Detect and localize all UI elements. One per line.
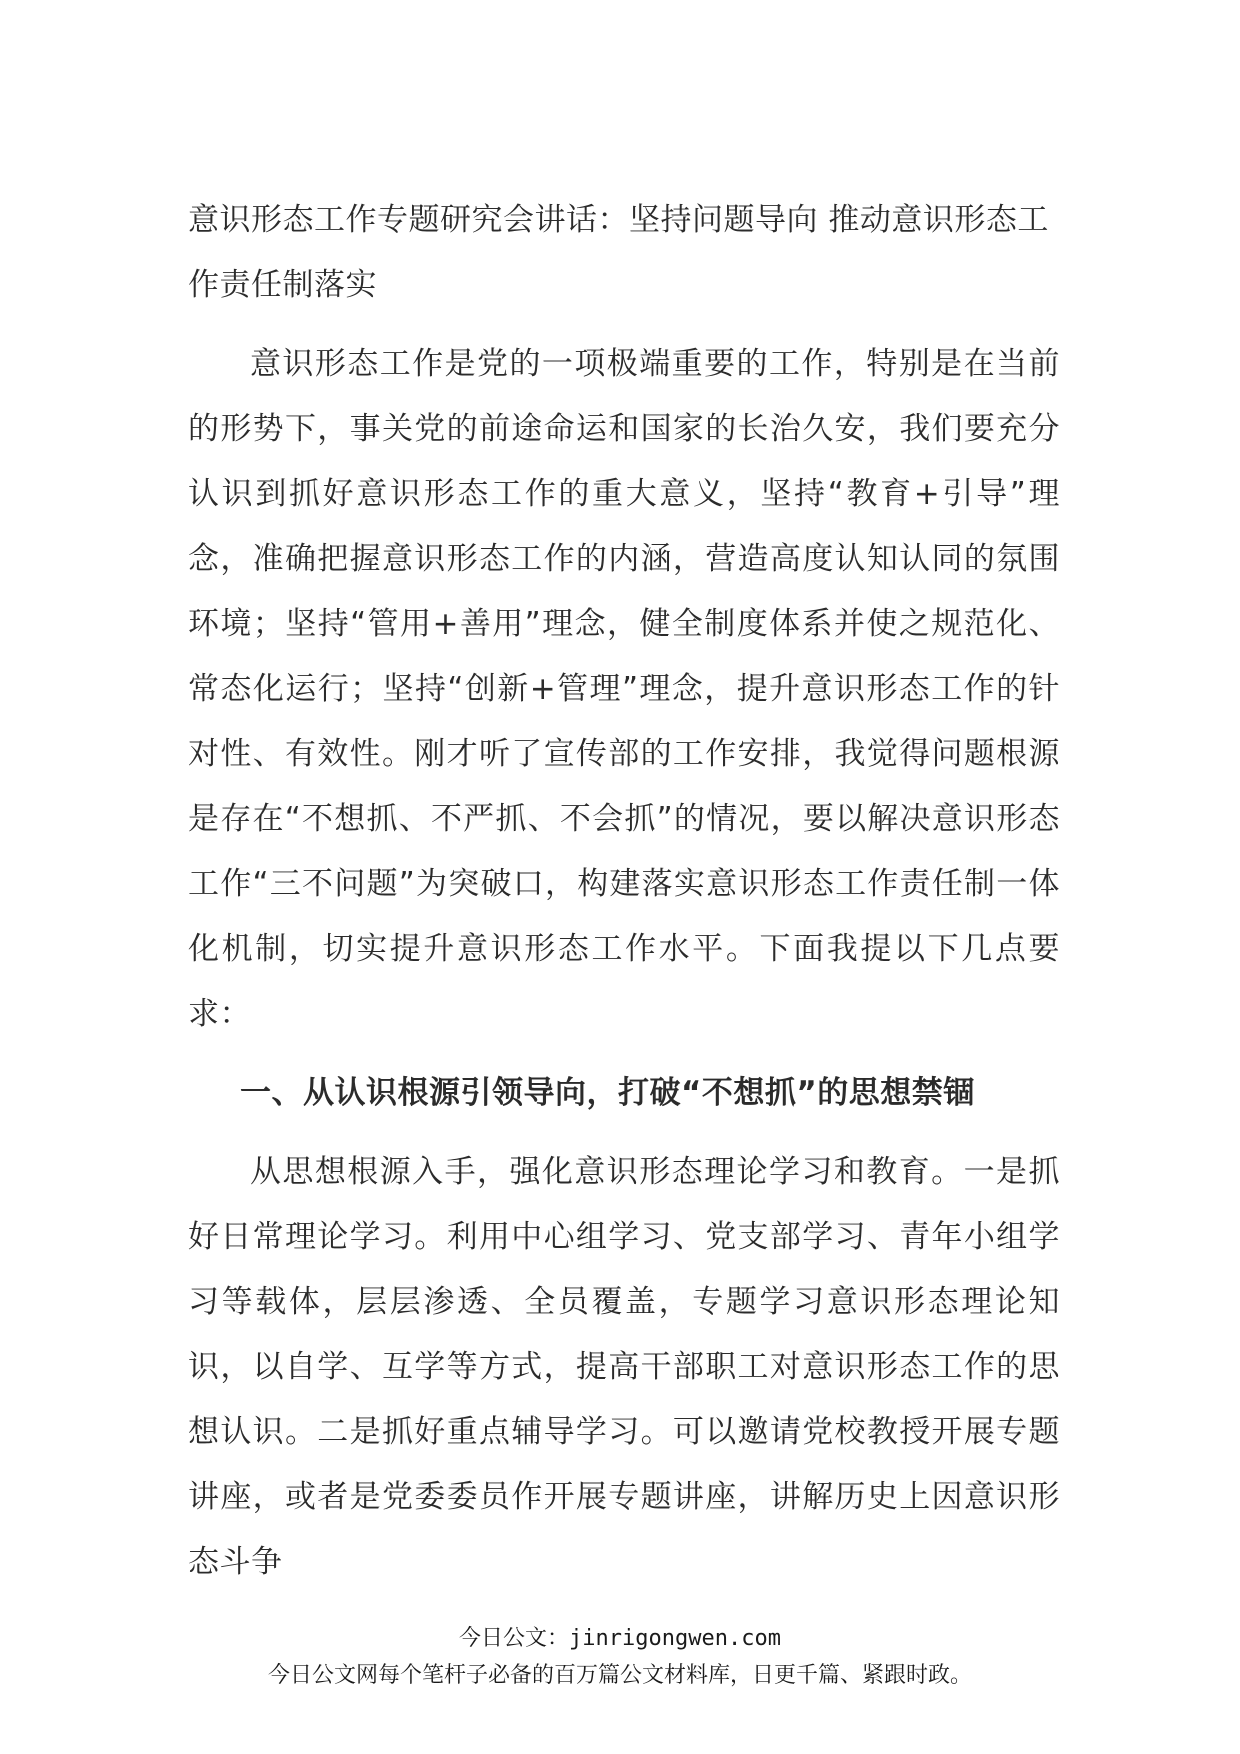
document-title: 意识形态工作专题研究会讲话：坚持问题导向 推动意识形态工作责任制落实 xyxy=(188,202,1049,303)
footer-label: 今日公文： xyxy=(459,1626,570,1651)
footer-source-line xyxy=(0,1622,1240,1656)
footer-site-link[interactable]: jinrigongwen.com xyxy=(569,1626,781,1651)
page-footer xyxy=(0,1622,1240,1696)
section-1-paragraph: 从思想根源入手，强化意识形态理论学习和教育。一是抓好日常理论学习。利用中心组学习、党支部学习、青年小组学习等载体，层层渗透、全员覆盖，专题学习意识形态理论知识，以自学、互学等方式，提高干部职工对意识形态工作的思想认识。二是抓好重点辅导学习。可以邀请党校教授开展专题讲座，或者是党委委员作开展专题讲座，讲解历史上因意识形态斗争 xyxy=(188,1154,1060,1580)
section-heading-1: 一、从认识根源引领导向，打破“不想抓”的思想禁锢 xyxy=(240,1075,975,1111)
intro-paragraph: 意识形态工作是党的一项极端重要的工作，特别是在当前的形势下，事关党的前途命运和国家的长治久安，我们要充分认识到抓好意识形态工作的重大意义，坚持“教育+引导”理念，准确把握意识形态工作的内涵，营造高度认知认同的氛围环境；坚持“管用+善用”理念，健全制度体系并使之规范化、常态化运行；坚持“创新+管理”理念，提升意识形态工作的针对性、有效性。刚才听了宣传部的工作安排，我觉得问题根源是存在“不想抓、不严抓、不会抓”的情况，要以解决意识形态工作“三不问题”为突破口，构建落实意识形态工作责任制一体化机制，切实提升意识形态工作水平。下面我提以下几点要求： xyxy=(188,346,1060,1032)
footer-slogan: 今日公文网每个笔杆子必备的百万篇公文材料库，日更千篇、紧跟时政。 xyxy=(267,1663,972,1688)
document-body xyxy=(188,188,1060,1595)
